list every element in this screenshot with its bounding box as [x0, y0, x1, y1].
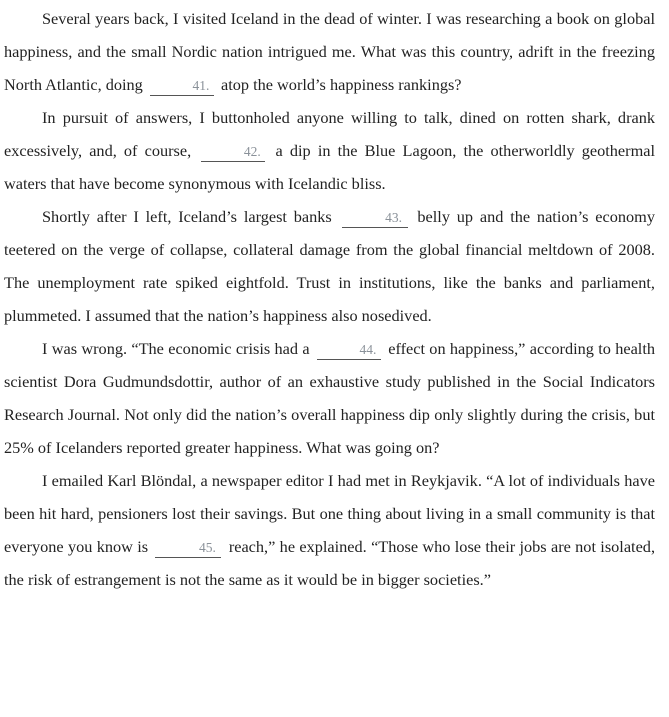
paragraph-5 — [4, 464, 655, 596]
paragraph-4-text-end: effect on happiness,” according to health scientist Dora Gudmundsdottir, author of an exhaustive study published in the Social Indicators Research Journal. Not only did the nation’s overall happiness dip only slightly during the crisis, but 25% of Icelanders reported greater happiness. What was going on? — [4, 339, 655, 457]
paragraph-1 — [4, 2, 655, 101]
paragraph-3-text-start: Shortly after I left, Iceland’s largest banks — [42, 207, 332, 226]
paragraph-3 — [4, 200, 655, 332]
paragraph-4 — [4, 332, 655, 464]
blank-41: 41. — [150, 77, 214, 96]
blank-45: 45. — [155, 539, 221, 558]
paragraph-4-text-start: I was wrong. “The economic crisis had a — [42, 339, 310, 358]
blank-43: 43. — [342, 209, 408, 228]
blank-42: 42. — [201, 143, 265, 162]
paragraph-2 — [4, 101, 655, 200]
paragraph-2-text-start: In pursuit of answers, I buttonholed anyone willing to talk, dined on rotten shark, drank excessively, and, of course, — [4, 108, 655, 160]
paragraph-2-text-end: a dip in the Blue Lagoon, the otherworldly geothermal waters that have become synonymous with Icelandic bliss. — [4, 141, 655, 193]
paragraph-5-text-start: I emailed Karl Blöndal, a newspaper editor I had met in Reykjavik. “A lot of individuals have been hit hard, pensioners lost their savings. But one thing about living in a small community is that everyone you know is — [4, 471, 655, 556]
paragraph-5-text-end: reach,” he explained. “Those who lose their jobs are not isolated, the risk of estrangement is not the same as it would be in bigger societies.” — [4, 537, 656, 589]
paragraph-1-text-start: Several years back, I visited Iceland in the dead of winter. I was researching a book on global happiness, and the small Nordic nation intrigued me. What was this country, adrift in the freezing North Atlantic, doing — [4, 9, 655, 94]
paragraph-3-text-end: belly up and the nation’s economy teetered on the verge of collapse, collateral damage from the global financial meltdown of 2008. The unemployment rate spiked eightfold. Trust in institutions, like the banks and parliament, plummeted. I assumed that the nation’s happiness also nosedived. — [4, 207, 655, 325]
paragraph-1-text-end: atop the world’s happiness rankings? — [220, 75, 462, 94]
blank-44: 44. — [317, 341, 381, 360]
